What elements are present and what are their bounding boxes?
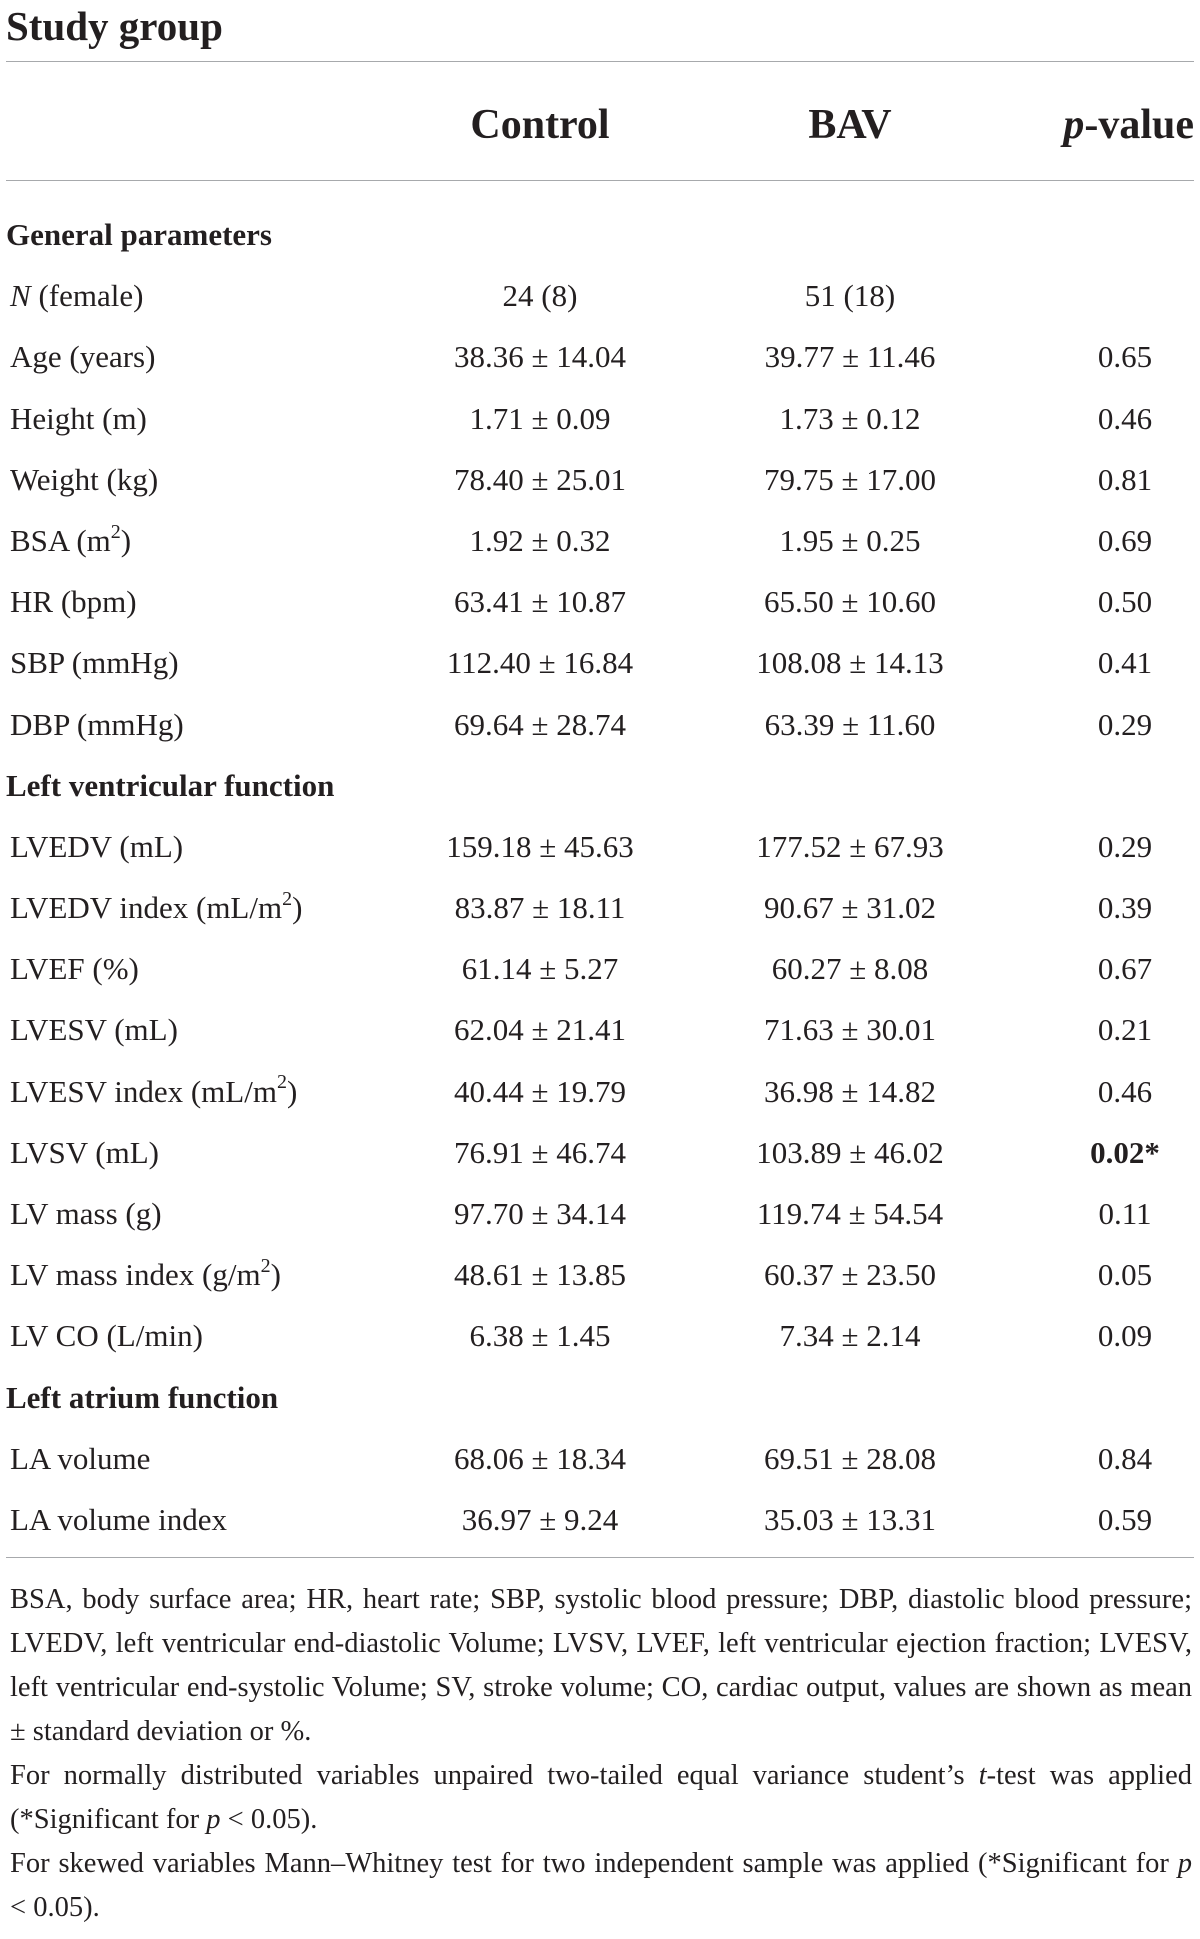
cell-p-value: 0.05 [1097, 1257, 1153, 1293]
cell-bav: 108.08 ± 14.13 [756, 645, 944, 681]
section-label: Left atrium function [6, 1379, 279, 1415]
cell-p-value: 0.02* [1090, 1134, 1160, 1170]
table-row [0, 877, 1200, 938]
section-row [0, 204, 1200, 265]
cell-control: 78.40 ± 25.01 [453, 461, 626, 497]
bottom-rule [6, 1557, 1194, 1558]
row-label-end: ) [292, 890, 303, 926]
header-rule [6, 180, 1194, 181]
table-footnotes [10, 1578, 1192, 1930]
p-suffix: -value [1084, 102, 1194, 148]
row-label [10, 877, 302, 938]
cell-bav: 7.34 ± 2.14 [779, 1318, 921, 1354]
cell-bav: 71.63 ± 30.01 [763, 1012, 936, 1048]
table-row [0, 1122, 1200, 1183]
table-row [0, 1428, 1200, 1489]
row-label: LVEDV (mL) [10, 828, 184, 864]
table-body [0, 204, 1200, 1550]
row-label: LVEF (%) [10, 951, 139, 987]
cell-control: 76.91 ± 46.74 [453, 1134, 626, 1170]
footnote-mw-p: p [1177, 1848, 1192, 1879]
cell-control: 6.38 ± 1.45 [469, 1318, 611, 1354]
footnote-ttest [10, 1754, 1192, 1842]
row-label-superscript: 2 [260, 1254, 271, 1277]
row-label-base: LV mass index (g/m [10, 1257, 261, 1293]
column-header-bav: BAV [808, 102, 892, 148]
row-label-italic: N [10, 278, 31, 314]
section-row [0, 1367, 1200, 1428]
cell-control: 38.36 ± 14.04 [453, 339, 626, 375]
row-label-base: BSA (m [10, 522, 111, 558]
table-row [0, 632, 1200, 693]
cell-bav: 60.37 ± 23.50 [763, 1257, 936, 1293]
row-label: LVESV (mL) [10, 1012, 178, 1048]
table-row [0, 1305, 1200, 1366]
column-header-p-value [1000, 95, 1194, 155]
cell-bav: 35.03 ± 13.31 [763, 1501, 936, 1537]
cell-bav: 51 (18) [804, 278, 896, 314]
cell-bav: 119.74 ± 54.54 [756, 1196, 944, 1231]
row-label: LA volume index [10, 1501, 227, 1537]
cell-control: 63.41 ± 10.87 [453, 584, 626, 620]
footnote-mannwhitney [10, 1842, 1192, 1930]
cell-control: 61.14 ± 5.27 [461, 951, 619, 987]
section-label: Left ventricular function [6, 767, 335, 803]
cell-bav: 90.67 ± 31.02 [763, 890, 936, 926]
row-label-base: LVEDV index (mL/m [10, 890, 283, 926]
table-row [0, 388, 1200, 449]
section-label: General parameters [6, 217, 272, 252]
footnote-ttest-text: For normally distributed variables unpaired two-tailed equal variance student’s [10, 1760, 979, 1791]
section-row [0, 755, 1200, 816]
footnote-ttest-p: p [206, 1804, 221, 1835]
row-label: Weight (kg) [10, 461, 159, 497]
row-label: Height (m) [10, 400, 147, 436]
row-label: LA volume [10, 1440, 151, 1476]
row-label-base: LVESV index (mL/m [10, 1073, 277, 1109]
row-label: HR (bpm) [10, 584, 137, 620]
row-label: LV mass (g) [10, 1196, 162, 1231]
cell-bav: 65.50 ± 10.60 [763, 584, 936, 620]
cell-p-value: 0.59 [1097, 1501, 1153, 1537]
row-label-end: ) [270, 1257, 281, 1293]
row-label-superscript: 2 [110, 520, 121, 543]
table-row [0, 326, 1200, 387]
row-label: Age (years) [10, 339, 156, 375]
row-label: LV CO (L/min) [10, 1318, 203, 1354]
table-row [0, 694, 1200, 755]
footnote-ttest-t: t [978, 1760, 987, 1791]
table-row [0, 449, 1200, 510]
cell-control: 1.92 ± 0.32 [469, 522, 611, 558]
footnote-mw-text: For skewed variables Mann–Whitney test for two independent sample was applied (*Significant for [10, 1848, 1178, 1879]
cell-bav: 79.75 ± 17.00 [763, 461, 936, 497]
cell-p-value: 0.29 [1097, 706, 1153, 742]
cell-bav: 103.89 ± 46.02 [756, 1134, 944, 1170]
table-row [0, 816, 1200, 877]
cell-p-value: 0.11 [1098, 1196, 1152, 1231]
table-title: Study group [6, 3, 223, 49]
cell-p-value: 0.46 [1097, 400, 1153, 436]
cell-control: 68.06 ± 18.34 [453, 1440, 626, 1476]
cell-p-value: 0.84 [1097, 1440, 1153, 1476]
p-italic: p [1063, 102, 1085, 148]
cell-bav: 63.39 ± 11.60 [764, 706, 936, 742]
cell-control: 36.97 ± 9.24 [461, 1501, 619, 1537]
cell-p-value: 0.65 [1097, 339, 1153, 375]
cell-p-value: 0.69 [1097, 522, 1153, 558]
table-row [0, 1244, 1200, 1305]
footnote-mw-end: < 0.05). [10, 1892, 100, 1923]
row-label: DBP (mmHg) [10, 706, 184, 742]
row-label-end: ) [120, 522, 132, 558]
cell-control: 69.64 ± 28.74 [453, 706, 626, 742]
cell-bav: 1.73 ± 0.12 [779, 400, 921, 436]
cell-bav: 177.52 ± 67.93 [756, 828, 944, 864]
cell-control: 112.40 ± 16.84 [446, 645, 634, 681]
cell-p-value: 0.21 [1097, 1012, 1153, 1048]
row-label-superscript: 2 [276, 1071, 287, 1094]
row-label [10, 265, 143, 326]
cell-control: 83.87 ± 18.11 [454, 890, 626, 926]
cell-control: 159.18 ± 45.63 [446, 828, 634, 864]
table-row [0, 1489, 1200, 1550]
row-label [10, 510, 131, 571]
table-row [0, 1061, 1200, 1122]
row-label [10, 1061, 297, 1122]
row-label-rest: (female) [30, 278, 144, 314]
cell-control: 1.71 ± 0.09 [469, 400, 611, 436]
cell-bav: 69.51 ± 28.08 [763, 1440, 936, 1476]
cell-bav: 60.27 ± 8.08 [771, 951, 929, 987]
cell-control: 62.04 ± 21.41 [453, 1012, 626, 1048]
cell-p-value: 0.39 [1097, 890, 1153, 926]
cell-bav: 1.95 ± 0.25 [779, 522, 921, 558]
cell-p-value: 0.29 [1097, 828, 1153, 864]
cell-p-value: 0.46 [1097, 1073, 1153, 1109]
cell-control: 40.44 ± 19.79 [453, 1073, 626, 1109]
row-label: LVSV (mL) [10, 1134, 159, 1170]
row-label: SBP (mmHg) [10, 645, 179, 681]
row-label [10, 1244, 281, 1305]
footnote-abbreviations: BSA, body surface area; HR, heart rate; SBP, systolic blood pressure; DBP, diastolic blood pressure; LVEDV, left ventricular end-diastolic Volume; LVSV, LVEF, left ventricular ejection fraction; LVESV, left ventricular end-systolic Volume; SV, stroke volume; CO, cardiac output, values are shown as mean ± standard deviation or %. [10, 1584, 1192, 1747]
table-row [0, 1183, 1200, 1244]
table-row [0, 938, 1200, 999]
cell-p-value: 0.67 [1097, 951, 1153, 987]
cell-control: 24 (8) [502, 278, 578, 314]
cell-control: 97.70 ± 34.14 [453, 1196, 626, 1231]
table-row [0, 999, 1200, 1060]
cell-bav: 39.77 ± 11.46 [764, 339, 936, 375]
cell-p-value: 0.09 [1097, 1318, 1153, 1354]
top-rule [6, 61, 1194, 62]
column-header-control: Control [470, 102, 610, 148]
cell-bav: 36.98 ± 14.82 [763, 1073, 936, 1109]
cell-p-value: 0.81 [1097, 461, 1153, 497]
footnote-ttest-end: < 0.05). [220, 1804, 318, 1835]
table-row [0, 265, 1200, 326]
table-row [0, 510, 1200, 571]
row-label-superscript: 2 [282, 887, 293, 910]
table-row [0, 571, 1200, 632]
cell-control: 48.61 ± 13.85 [453, 1257, 626, 1293]
footnote-ttest-text-2: -test was applied (*Significant for [10, 1760, 1193, 1835]
cell-p-value: 0.41 [1097, 645, 1153, 681]
cell-p-value: 0.50 [1097, 584, 1153, 620]
row-label-end: ) [286, 1073, 298, 1109]
